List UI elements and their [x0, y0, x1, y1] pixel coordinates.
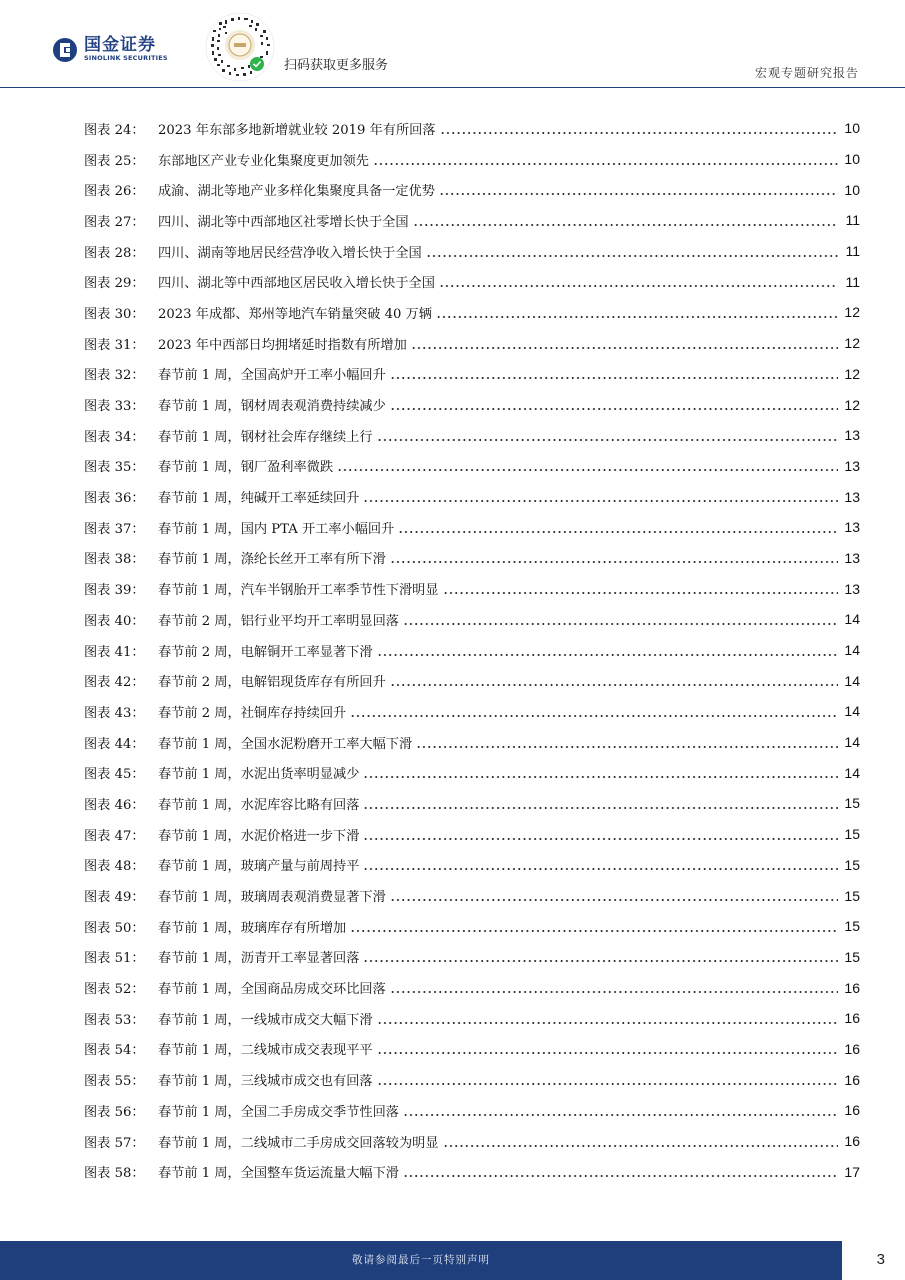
toc-entry-label: 图表 47：	[84, 828, 145, 844]
toc-entry-title: 春节前 1 周，水泥价格进一步下滑	[158, 828, 360, 844]
toc-entry-page: 16	[844, 1010, 860, 1027]
toc-entry[interactable]	[84, 972, 860, 1003]
toc-dot-leader	[363, 500, 838, 502]
toc-entry-title: 春节前 1 周，水泥出货率明显减少	[158, 767, 360, 783]
toc-dot-leader	[390, 377, 838, 379]
toc-entry-page: 11	[845, 243, 860, 260]
toc-entry[interactable]	[84, 113, 860, 144]
toc-dot-leader	[373, 163, 838, 165]
toc-entry-title: 春节前 2 周，铝行业平均开工率明显回落	[158, 613, 399, 629]
toc-entry-page: 15	[844, 826, 860, 843]
toc-entry-page: 15	[844, 948, 860, 965]
toc-entry-label: 图表 27：	[84, 214, 145, 230]
toc-dot-leader	[390, 408, 838, 410]
toc-entry-title: 春节前 1 周，全国水泥粉磨开工率大幅下滑	[158, 736, 413, 752]
toc-dot-leader	[363, 776, 838, 778]
toc-entry-page: 14	[844, 734, 860, 751]
toc-entry-label: 图表 31：	[84, 337, 145, 353]
toc-entry-page: 10	[844, 151, 860, 168]
toc-entry-label: 图表 54：	[84, 1043, 145, 1059]
toc-entry[interactable]	[84, 788, 860, 819]
toc-entry-title: 春节前 1 周，二线城市二手房成交回落较为明显	[158, 1135, 439, 1151]
toc-entry[interactable]	[84, 942, 860, 973]
toc-entry-title: 成渝、湖北等地产业多样化集聚度具备一定优势	[158, 184, 435, 200]
toc-entry-title: 春节前 1 周，二线城市成交表现平平	[158, 1043, 373, 1059]
toc-entry-title: 2023 年中西部日均拥堵延时指数有所增加	[158, 337, 407, 353]
toc-entry-page: 13	[844, 580, 860, 597]
toc-entry-label: 图表 24：	[84, 122, 145, 138]
toc-entry[interactable]	[84, 1003, 860, 1034]
toc-entry[interactable]	[84, 1156, 860, 1187]
toc-entry-title: 春节前 1 周，全国二手房成交季节性回落	[158, 1104, 399, 1120]
figure-index-list	[84, 113, 860, 1187]
qr-code-icon[interactable]	[205, 12, 275, 82]
toc-entry-label: 图表 53：	[84, 1012, 145, 1028]
toc-dot-leader	[403, 1114, 838, 1116]
toc-dot-leader	[436, 316, 838, 318]
report-type-label: 宏观专题研究报告	[754, 66, 859, 80]
toc-entry-title: 春节前 1 周，钢厂盈利率微跌	[158, 460, 334, 476]
toc-dot-leader	[377, 439, 838, 441]
toc-entry-page: 11	[845, 273, 860, 290]
toc-entry-label: 图表 30：	[84, 306, 145, 322]
toc-entry-page: 14	[844, 764, 860, 781]
toc-entry-label: 图表 44：	[84, 736, 145, 752]
toc-dot-leader	[443, 1145, 838, 1147]
toc-entry-page: 10	[844, 181, 860, 198]
toc-entry-title: 春节前 1 周，汽车半钢胎开工率季节性下滑明显	[158, 583, 439, 599]
toc-dot-leader	[416, 746, 838, 748]
company-logo	[52, 36, 168, 63]
toc-entry-label: 图表 35：	[84, 460, 145, 476]
toc-dot-leader	[377, 1083, 838, 1085]
toc-entry[interactable]	[84, 543, 860, 574]
toc-entry-label: 图表 25：	[84, 153, 145, 169]
toc-entry[interactable]	[84, 757, 860, 788]
toc-entry-page: 16	[844, 1040, 860, 1057]
toc-entry-title: 春节前 1 周，玻璃周表观消费显著下滑	[158, 890, 386, 906]
toc-entry-label: 图表 29：	[84, 276, 145, 292]
toc-entry-label: 图表 34：	[84, 429, 145, 445]
toc-entry[interactable]	[84, 236, 860, 267]
toc-entry-title: 春节前 1 周，全国商品房成交环比回落	[158, 982, 386, 998]
toc-dot-leader	[390, 991, 838, 993]
toc-entry-title: 四川、湖北等中西部地区社零增长快于全国	[158, 214, 409, 230]
toc-entry[interactable]	[84, 819, 860, 850]
disclaimer-note: 敬请参阅最后一页特别声明	[352, 1254, 490, 1266]
toc-entry[interactable]	[84, 451, 860, 482]
toc-entry[interactable]	[84, 512, 860, 543]
toc-entry-page: 12	[844, 365, 860, 382]
toc-entry-page: 13	[844, 427, 860, 444]
toc-entry-label: 图表 50：	[84, 920, 145, 936]
toc-entry[interactable]	[84, 205, 860, 236]
toc-entry-title: 四川、湖南等地居民经营净收入增长快于全国	[158, 245, 422, 261]
toc-entry-title: 春节前 1 周，玻璃库存有所增加	[158, 920, 347, 936]
toc-entry-page: 13	[844, 519, 860, 536]
header-divider	[0, 87, 905, 88]
toc-entry-label: 图表 32：	[84, 368, 145, 384]
scan-for-services-text: 扫码获取更多服务	[284, 58, 389, 73]
toc-entry-label: 图表 39：	[84, 583, 145, 599]
toc-entry-page: 16	[844, 1102, 860, 1119]
toc-entry-title: 春节前 1 周，三线城市成交也有回落	[158, 1074, 373, 1090]
toc-entry[interactable]	[84, 880, 860, 911]
toc-entry-title: 春节前 1 周，钢材周表观消费持续减少	[158, 399, 386, 415]
toc-entry-label: 图表 33：	[84, 399, 145, 415]
toc-dot-leader	[443, 592, 838, 594]
toc-entry[interactable]	[84, 1095, 860, 1126]
toc-entry-title: 春节前 1 周，涤纶长丝开工率有所下滑	[158, 552, 386, 568]
toc-entry-page: 16	[844, 1071, 860, 1088]
page-header	[0, 0, 905, 92]
toc-entry-label: 图表 40：	[84, 613, 145, 629]
toc-entry-label: 图表 42：	[84, 675, 145, 691]
toc-dot-leader	[350, 715, 838, 717]
toc-entry-title: 春节前 1 周，全国整车货运流量大幅下滑	[158, 1166, 399, 1182]
toc-dot-leader	[363, 960, 838, 962]
toc-entry-label: 图表 37：	[84, 521, 145, 537]
toc-entry-title: 东部地区产业专业化集聚度更加领先	[158, 153, 369, 169]
toc-entry-title: 春节前 1 周，玻璃产量与前周持平	[158, 859, 360, 875]
toc-dot-leader	[426, 255, 838, 257]
toc-entry-label: 图表 45：	[84, 767, 145, 783]
toc-entry-page: 14	[844, 611, 860, 628]
toc-entry[interactable]	[84, 727, 860, 758]
toc-entry-label: 图表 41：	[84, 644, 145, 660]
toc-dot-leader	[398, 531, 838, 533]
toc-entry-page: 13	[844, 488, 860, 505]
toc-entry[interactable]	[84, 911, 860, 942]
toc-dot-leader	[411, 347, 838, 349]
toc-entry-title: 春节前 1 周，纯碱开工率延续回升	[158, 491, 360, 507]
toc-dot-leader	[390, 684, 838, 686]
toc-entry-label: 图表 58：	[84, 1166, 145, 1182]
toc-entry-label: 图表 43：	[84, 705, 145, 721]
toc-dot-leader	[403, 1175, 838, 1177]
toc-entry-title: 春节前 1 周，钢材社会库存继续上行	[158, 429, 373, 445]
toc-entry[interactable]	[84, 635, 860, 666]
toc-entry-page: 14	[844, 672, 860, 689]
toc-entry-label: 图表 38：	[84, 552, 145, 568]
sinolink-logo-icon	[52, 37, 78, 63]
toc-entry-label: 图表 57：	[84, 1135, 145, 1151]
toc-entry[interactable]	[84, 297, 860, 328]
toc-entry[interactable]	[84, 696, 860, 727]
toc-entry[interactable]	[84, 481, 860, 512]
toc-entry-page: 12	[844, 396, 860, 413]
toc-entry-title: 春节前 2 周，电解铜开工率显著下滑	[158, 644, 373, 660]
toc-entry-label: 图表 52：	[84, 982, 145, 998]
toc-dot-leader	[363, 838, 838, 840]
toc-entry-page: 17	[844, 1163, 860, 1180]
toc-entry[interactable]	[84, 389, 860, 420]
toc-entry[interactable]	[84, 665, 860, 696]
toc-entry-label: 图表 55：	[84, 1074, 145, 1090]
toc-entry-title: 春节前 2 周，社铜库存持续回升	[158, 705, 347, 721]
toc-entry-page: 15	[844, 856, 860, 873]
toc-dot-leader	[350, 930, 838, 932]
toc-entry-page: 13	[844, 457, 860, 474]
toc-entry-title: 春节前 1 周，沥青开工率显著回落	[158, 951, 360, 967]
toc-entry[interactable]	[84, 266, 860, 297]
toc-entry-page: 13	[844, 549, 860, 566]
logo-chinese-name: 国金证券	[84, 35, 156, 55]
toc-entry-label: 图表 46：	[84, 797, 145, 813]
page-footer	[0, 1241, 905, 1280]
toc-dot-leader	[440, 132, 838, 134]
toc-entry-page: 15	[844, 887, 860, 904]
toc-entry-label: 图表 36：	[84, 491, 145, 507]
toc-entry-label: 图表 51：	[84, 951, 145, 967]
toc-entry[interactable]	[84, 420, 860, 451]
toc-entry[interactable]	[84, 850, 860, 881]
toc-entry-page: 15	[844, 795, 860, 812]
toc-entry[interactable]	[84, 604, 860, 635]
toc-entry-title: 2023 年东部多地新增就业较 2019 年有所回落	[158, 122, 436, 138]
toc-entry-page: 11	[845, 212, 860, 229]
toc-dot-leader	[403, 623, 838, 625]
toc-entry-title: 2023 年成都、郑州等地汽车销量突破 40 万辆	[158, 306, 432, 322]
toc-entry-title: 春节前 2 周，电解铝现货库存有所回升	[158, 675, 386, 691]
logo-english-name: SINOLINK SECURITIES	[84, 54, 168, 62]
toc-entry[interactable]	[84, 359, 860, 390]
toc-entry-title: 春节前 1 周，水泥库容比略有回落	[158, 797, 360, 813]
toc-dot-leader	[363, 868, 838, 870]
toc-dot-leader	[439, 193, 838, 195]
page-number: 3	[876, 1251, 885, 1268]
toc-entry-page: 15	[844, 918, 860, 935]
toc-entry[interactable]	[84, 328, 860, 359]
toc-entry-label: 图表 49：	[84, 890, 145, 906]
toc-entry-title: 春节前 1 周，全国高炉开工率小幅回升	[158, 368, 386, 384]
toc-dot-leader	[377, 1022, 838, 1024]
toc-dot-leader	[439, 285, 838, 287]
toc-entry-title: 春节前 1 周，一线城市成交大幅下滑	[158, 1012, 373, 1028]
toc-entry-label: 图表 56：	[84, 1104, 145, 1120]
toc-entry[interactable]	[84, 573, 860, 604]
toc-dot-leader	[377, 1052, 838, 1054]
toc-entry-page: 10	[844, 120, 860, 137]
toc-entry-label: 图表 28：	[84, 245, 145, 261]
toc-dot-leader	[337, 469, 838, 471]
toc-entry-page: 12	[844, 304, 860, 321]
toc-entry[interactable]	[84, 1064, 860, 1095]
toc-entry-page: 12	[844, 335, 860, 352]
toc-entry[interactable]	[84, 1034, 860, 1065]
toc-entry-page: 14	[844, 703, 860, 720]
toc-entry-title: 春节前 1 周，国内 PTA 开工率小幅回升	[158, 521, 395, 537]
toc-dot-leader	[377, 654, 838, 656]
toc-entry-label: 图表 26：	[84, 184, 145, 200]
toc-entry-title: 四川、湖北等中西部地区居民收入增长快于全国	[158, 276, 435, 292]
toc-dot-leader	[363, 807, 838, 809]
toc-entry-page: 16	[844, 979, 860, 996]
toc-entry[interactable]	[84, 144, 860, 175]
toc-dot-leader	[390, 561, 838, 563]
toc-dot-leader	[413, 224, 838, 226]
toc-dot-leader	[390, 899, 838, 901]
toc-entry-page: 14	[844, 642, 860, 659]
toc-entry-label: 图表 48：	[84, 859, 145, 875]
toc-entry[interactable]	[84, 174, 860, 205]
toc-entry[interactable]	[84, 1126, 860, 1157]
toc-entry-page: 16	[844, 1133, 860, 1150]
